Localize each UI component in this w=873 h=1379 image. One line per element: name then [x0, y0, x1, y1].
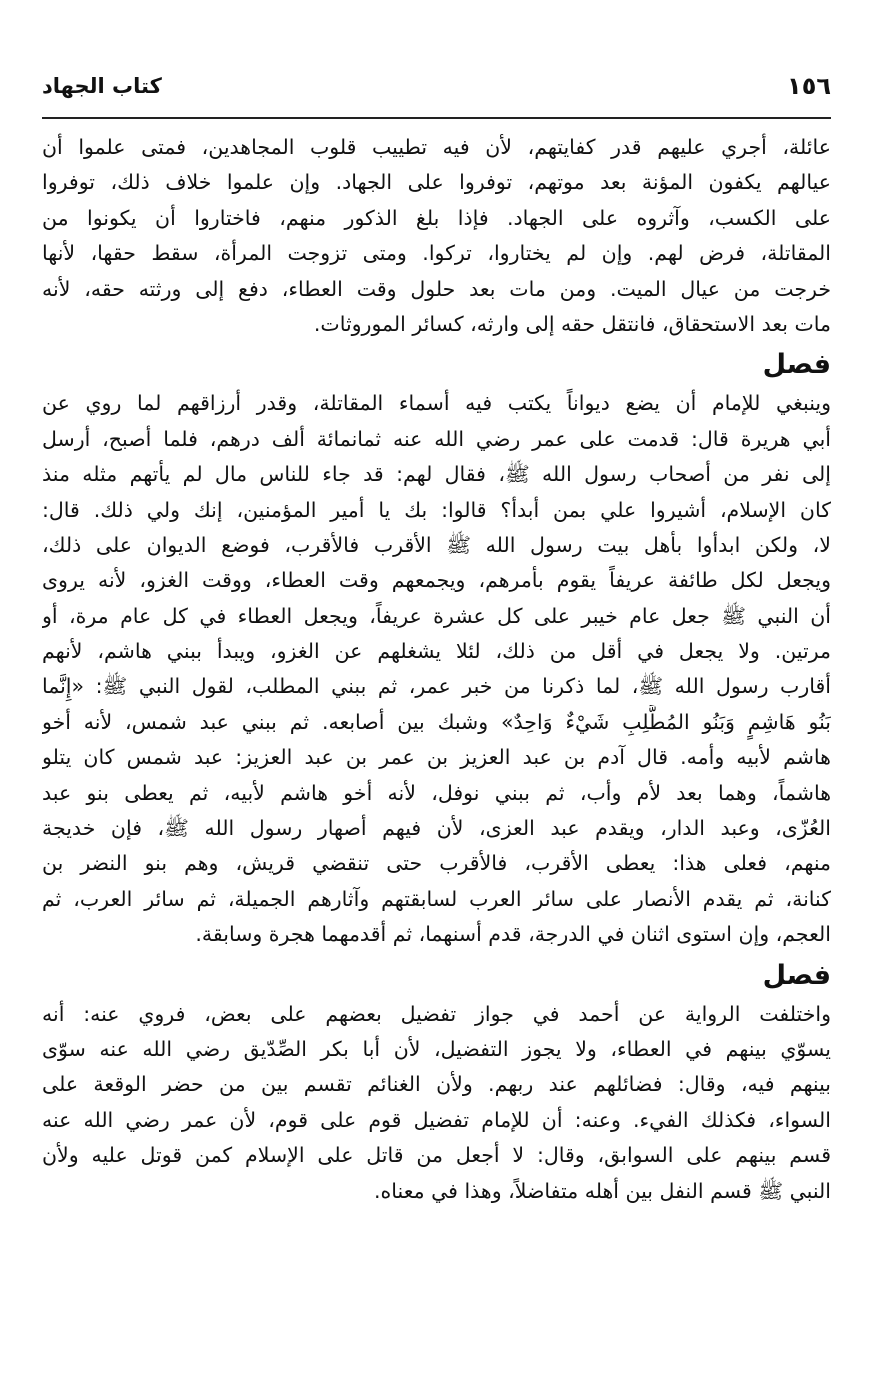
text-line: أبي هريرة قال: قدمت على عمر رضي الله عنه ثمانمائة ألف درهم، فلما أصبح، أرسل — [42, 426, 831, 451]
section-paragraph — [42, 997, 831, 1209]
text-line: العُزّى، وعبد الدار، ويقدم عبد العزى، لأن فيهم أصهار رسول الله ﷺ، فإن خديجة — [42, 816, 831, 841]
section-heading: فصل — [762, 349, 831, 381]
text-line: عائلة، أجري عليهم قدر كفايتهم، لأن فيه تطييب قلوب المجاهدين، فمتى علموا أن — [42, 135, 831, 159]
text-line: مات بعد الاستحقاق، فانتقل حقه إلى وارثه، كسائر الموروثات. — [313, 311, 831, 336]
text-line: إلى نفر من أصحاب رسول الله ﷺ، فقال لهم: قد جاء للناس مال لم يأتهم مثله منذ — [42, 462, 831, 487]
text-line: بَنُو هَاشِمٍ وَبَنُو المُطَّلِبِ شَيْءٌ وَاحِدٌ» وشبك بين أصابعه. ثم ببني عبد شمس، لأنه أخو — [42, 709, 831, 734]
running-title: كتاب الجهاد — [42, 74, 162, 98]
text-line: قسم بينهم على السوابق، وقال: لا أجعل من قاتل على الإسلام كمن قوتل عليه ولأن — [42, 1143, 831, 1168]
text-line: المقاتلة، فرض لهم. وإن لم يختاروا، تركوا. ومتى تزوجت المرأة، سقط حقها، لأنها — [42, 241, 831, 266]
page-number: ١٥٦ — [787, 72, 831, 100]
text-line: أن النبي ﷺ جعل عام خيبر على كل عشرة عريفاً، ويجعل العطاء في كل عام مرة، أو — [42, 603, 831, 628]
text-line: عيالهم يكفون المؤنة بعد موتهم، توفروا على الجهاد. وإن علموا خلاف ذلك، توفروا — [42, 170, 831, 195]
text-line: بينهم فيه، وقال: فضائلهم عند ربهم. ولأن الغنائم تقسم بين من حضر الوقعة على — [42, 1072, 831, 1097]
header-rule — [42, 117, 831, 119]
text-line: واختلفت الرواية عن أحمد في جواز تفضيل بعضهم على بعض، فروي عنه: أنه — [42, 1001, 831, 1026]
text-line: خرجت من عيال الميت. ومن مات بعد حلول وقت العطاء، دفع إلى ورثته حقه، لأنه — [42, 276, 831, 301]
text-line: يسوّي بينهم في العطاء، ولا يجوز التفضيل، لأن أبا بكر الصِّدّيق رضي الله عنه سوّى — [42, 1036, 831, 1061]
text-line: أقارب رسول الله ﷺ، لما ذكرنا من خبر عمر، ثم ببني المطلب، لقول النبي ﷺ: «إِنَّما — [42, 674, 831, 699]
text-line: النبي ﷺ قسم النفل بين أهله متفاضلاً، وهذا في معناه. — [374, 1178, 831, 1203]
text-line: هاشم لأبيه وأمه. قال آدم بن عبد العزيز بن عمر بن عبد العزيز: عبد شمس كان يتلو — [42, 745, 831, 770]
text-line: كنانة، ثم يقدم الأنصار على سائر العرب لسابقتهم وآثارهم الجميلة، ثم سائر العرب، ثم — [42, 886, 831, 911]
text-line: لا، ولكن ابدأوا بأهل بيت رسول الله ﷺ الأقرب فالأقرب، فوضع الديوان على ذلك، — [42, 532, 831, 557]
paragraph-continuation — [42, 130, 831, 342]
body-text — [42, 130, 831, 1209]
text-line: وينبغي للإمام أن يضع ديواناً يكتب فيه أسماء المقاتلة، وقدر أرزاقهم لما روي عن — [42, 391, 831, 416]
text-line: ويجعل لكل طائفة عريفاً يقوم بأمرهم، ويجمعهم وقت العطاء، ووقت الغزو، لأنه يروى — [42, 568, 831, 593]
text-line: مرتين. ولا يجعل في أقل من ذلك، لئلا يشغلهم عن الغزو، ويبدأ ببني هاشم، لأنهم — [42, 639, 831, 664]
section-heading: فصل — [762, 959, 831, 991]
text-line: على الكسب، وآثروه على الجهاد. فإذا بلغ الذكور منهم، فاختاروا أن يكونوا من — [42, 205, 831, 230]
text-line: العجم، وإن استوى اثنان في الدرجة، قدم أسنهما، ثم أقدمهما هجرة وسابقة. — [195, 922, 831, 947]
page-header — [42, 70, 831, 110]
text-line: منهم، فعلى هذا: يعطى الأقرب، فالأقرب حتى تنقضي قريش، وهم بنو النضر بن — [42, 851, 831, 876]
text-line: هاشماً، وهما بعد لأم وأب، ثم ببني نوفل، لأنه أخو هاشم لأبيه، ثم يعطى بنو عبد — [42, 780, 831, 805]
text-line: كان الإسلام، أشيروا علي بمن أبدأ؟ قالوا: بك يا أمير المؤمنين، إنك ولي ذلك. قال: — [42, 497, 831, 522]
section-paragraph — [42, 386, 831, 952]
text-line: السواء، فكذلك الفيء. وعنه: أن للإمام تفضيل قوم على قوم، لأن عمر رضي الله عنه — [42, 1107, 831, 1132]
